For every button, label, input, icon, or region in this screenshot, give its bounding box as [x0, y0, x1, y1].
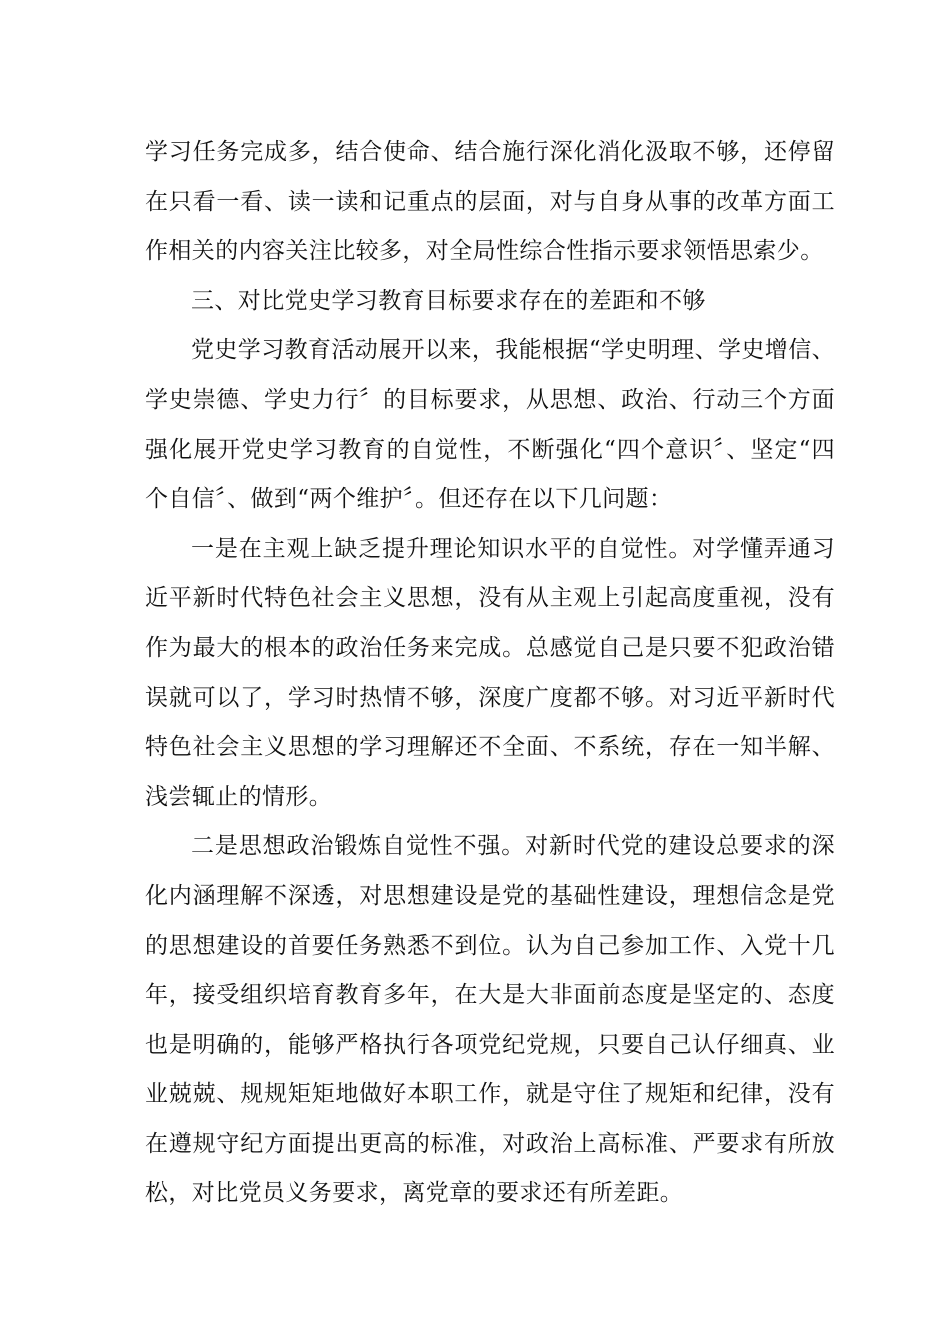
document-body: [145, 128, 835, 1219]
paragraph-continuation: 学习任务完成多，结合使命、结合施行深化消化汲取不够，还停留在只看一看、读一读和记重点的层面，对与自身从事的改革方面工作相关的内容关注比较多，对全局性综合性指示要求领悟思索少。: [145, 139, 835, 265]
paragraph-overview: 党史学习教育活动展开以来，我能根据“学史明理、学史增信、学史崇德、学史力行〞的目标要求，从思想、政治、行动三个方面强化展开党史学习教育的自觉性，不断强化“四个意识〞、坚定“四个自信〞、做到“两个维护〞。但还存在以下几问题：: [145, 337, 835, 513]
section-heading: 三、对比党史学习教育目标要求存在的差距和不够: [191, 287, 706, 314]
paragraph-point-two: 二是思想政治锻炼自觉性不强。对新时代党的建设总要求的深化内涵理解不深透，对思想建设是党的基础性建设，理想信念是党的思想建设的首要任务熟悉不到位。认为自己参加工作、入党十几年，接受组织培育教育多年，在大是大非面前态度是坚定的、态度也是明确的，能够严格执行各项党纪党规，只要自己认仔细真、业业兢兢、规规矩矩地做好本职工作，就是守住了规矩和纪律，没有在遵规守纪方面提出更高的标准，对政治上高标准、严要求有所放松，对比党员义务要求，离党章的要求还有所差距。: [145, 833, 835, 1207]
paragraph-point-one: 一是在主观上缺乏提升理论知识水平的自觉性。对学懂弄通习近平新时代特色社会主义思想，没有从主观上引起高度重视，没有作为最大的根本的政治任务来完成。总感觉自己是只要不犯政治错误就可以了，学习时热情不够，深度广度都不够。对习近平新时代特色社会主义思想的学习理解还不全面、不系统，存在一知半解、浅尝辄止的情形。: [145, 535, 835, 810]
